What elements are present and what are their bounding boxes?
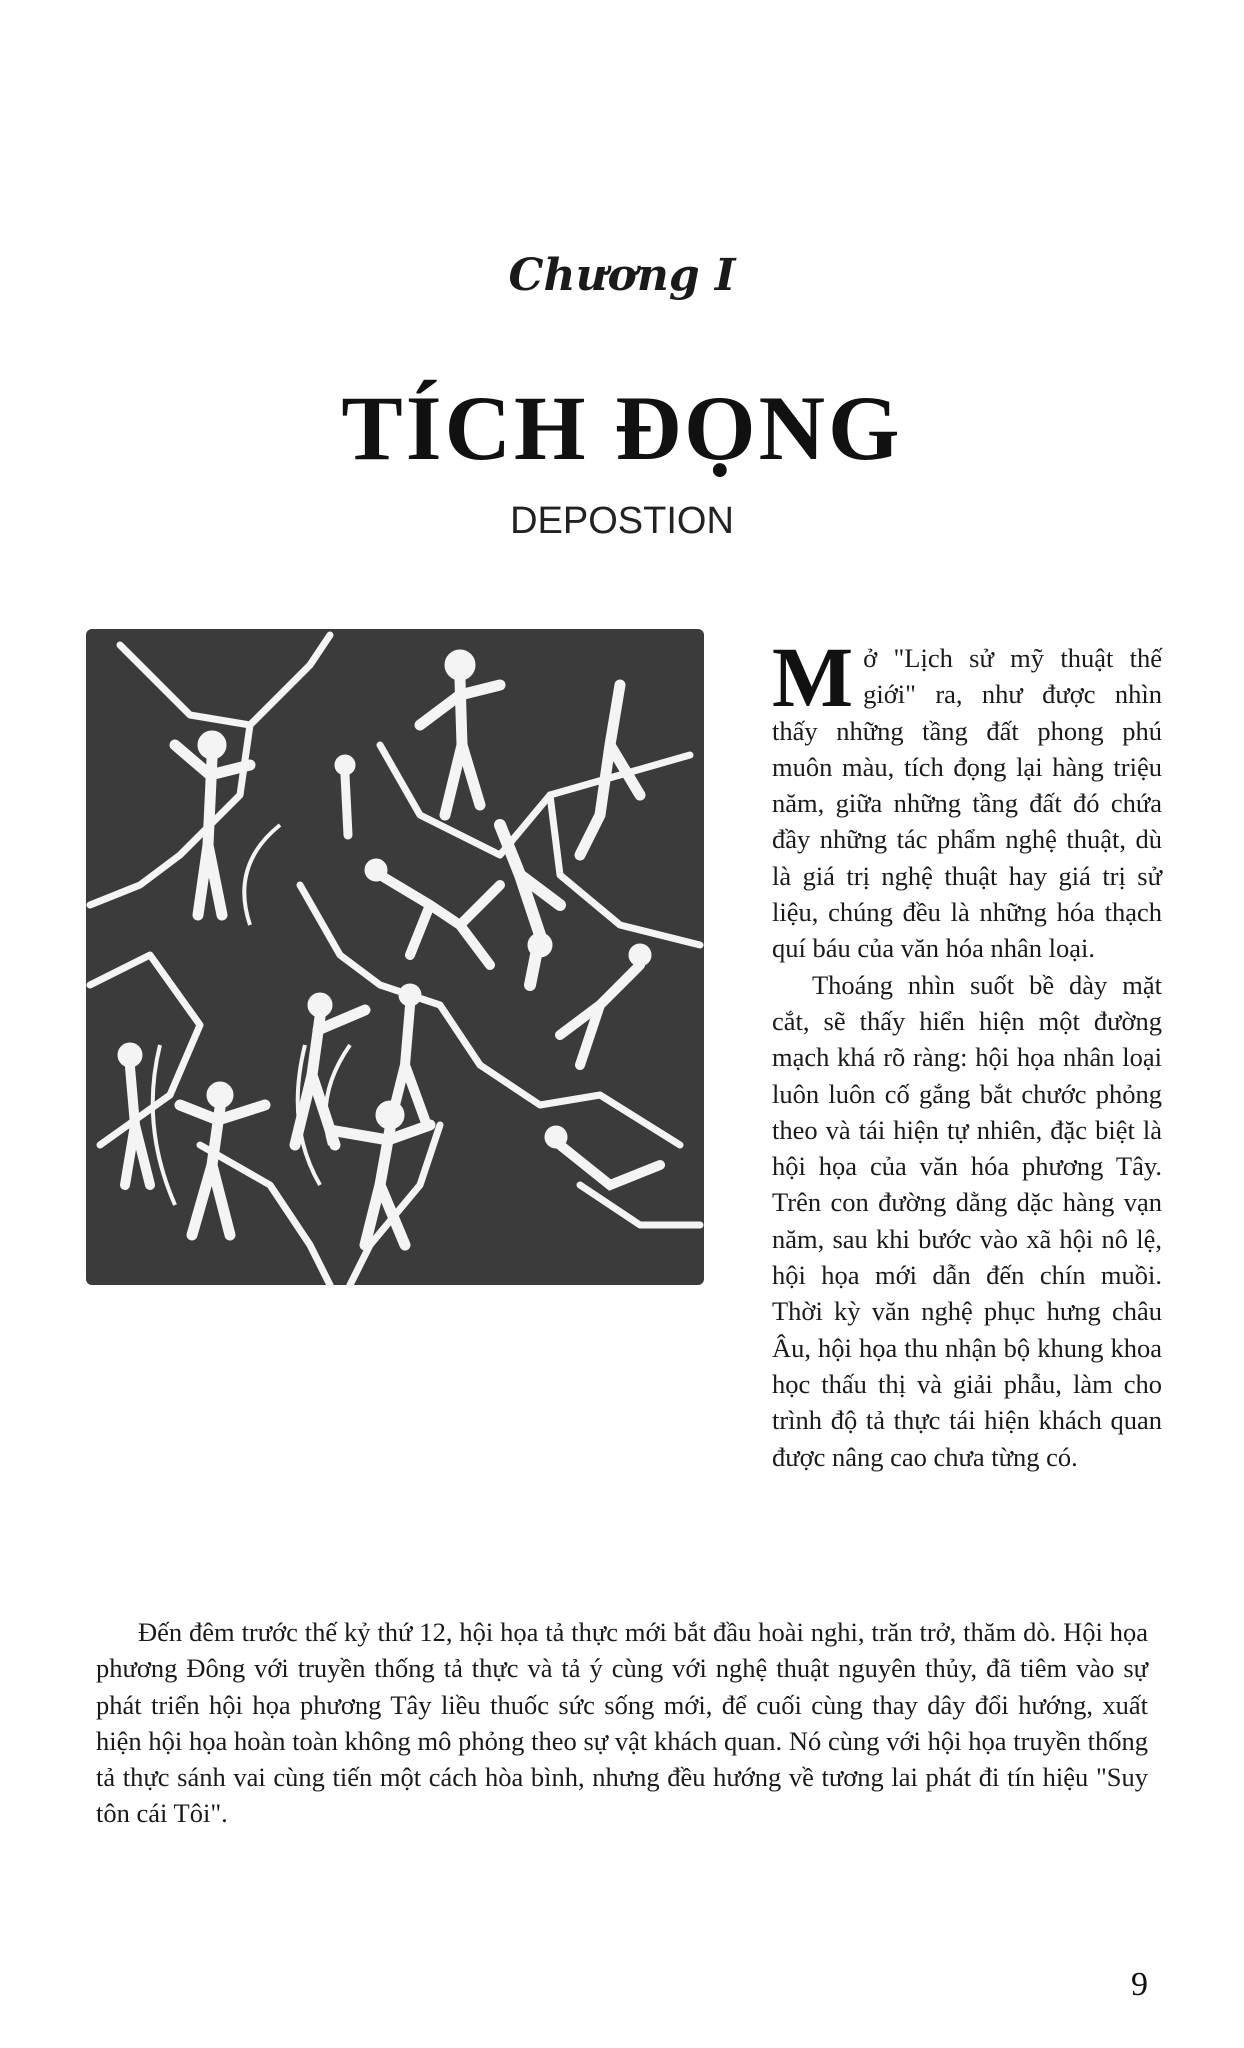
- paragraph-3: Đến đêm trước thế kỷ thứ 12, hội họa tả thực mới bắt đầu hoài nghi, trăn trở, thăm dò. Hội họa phương Đông với truyền thống tả thực và tả ý cùng với nghệ thuật nguyên thủy, đã tiêm vào sự phát triển hội họa phương Tây liều thuốc sức sống mới, để cuối cùng thay dây đổi hướng, xuất hiện hội họa hoàn toàn không mô phỏng theo sự vật khách quan. Nó cùng với hội họa truyền thống tả thực sánh vai cùng tiến một cách hòa bình, nhưng đều hướng về tương lai phát đi tín hiệu "Suy tôn cái Tôi".: [96, 1617, 1148, 1829]
- side-column-text: [772, 629, 1162, 1475]
- paragraph-1: [772, 629, 1162, 967]
- rock-art-illustration: [80, 625, 710, 1290]
- paragraph-1-text: ở "Lịch sử mỹ thuật thế giới" ra, như được nhìn thấy những tầng đất phong phú muôn màu, tích đọng lại hàng triệu năm, giữa những tầng đất đó chứa đầy những tác phẩm nghệ thuật, dù là giá trị nghệ thuật hay giá trị sử liệu, chúng đều là những hóa thạch quí báu của văn hóa nhân loại.: [772, 643, 1162, 964]
- chapter-subtitle: DEPOSTION: [510, 500, 734, 542]
- chapter-title: TÍCH ĐỌNG: [341, 377, 903, 479]
- page-number: 9: [1131, 1966, 1148, 2003]
- drop-cap: M: [772, 629, 854, 725]
- full-width-text: [96, 1614, 1148, 1832]
- chapter-label: Chương I: [508, 250, 736, 301]
- paragraph-2: Thoáng nhìn suốt bề dày mặt cắt, sẽ thấy hiển hiện một đường mạch khá rõ ràng: hội họa nhân loại luôn luôn cố gắng bắt chước phỏng theo và tái hiện tự nhiên, đặc biệt là hội họa của văn hóa phương Tây. Trên con đường dằng dặc hàng vạn năm, sau khi bước vào xã hội nô lệ, hội họa mới dẫn đến chín muồi. Thời kỳ văn nghệ phục hưng châu Âu, hội họa thu nhận bộ khung khoa học thấu thị và giải phẫu, làm cho trình độ tả thực tái hiện khách quan được nâng cao chưa từng có.: [772, 969, 1162, 1472]
